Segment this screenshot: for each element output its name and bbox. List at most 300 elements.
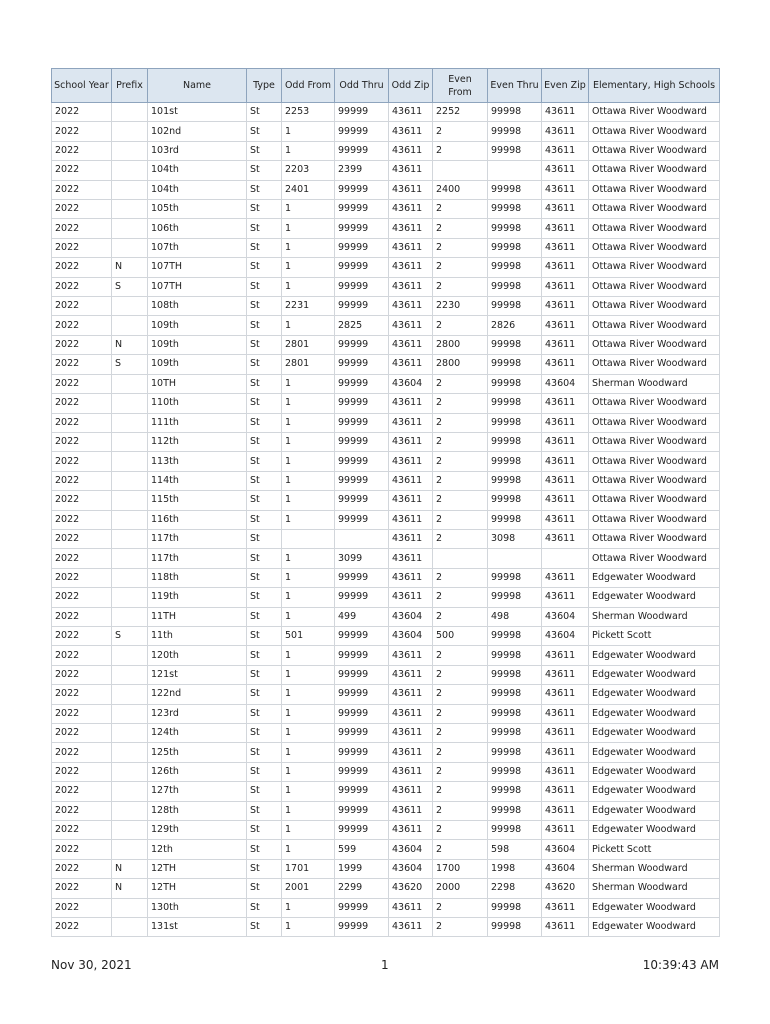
table-cell: Edgewater Woodward	[589, 762, 720, 781]
table-cell: Edgewater Woodward	[589, 898, 720, 917]
table-row	[52, 743, 720, 762]
table-cell: 99999	[335, 568, 389, 587]
table-cell: 43611	[389, 161, 433, 180]
table-cell: 99998	[488, 277, 542, 296]
table-cell: 3098	[488, 529, 542, 548]
table-cell: 99998	[488, 491, 542, 510]
table-cell: Ottawa River Woodward	[589, 413, 720, 432]
table-cell: 1	[282, 607, 335, 626]
table-cell: 43611	[542, 394, 589, 413]
table-row	[52, 549, 720, 568]
table-cell	[112, 646, 148, 665]
table-cell: 43620	[542, 879, 589, 898]
table-row	[52, 529, 720, 548]
table-cell: St	[247, 297, 282, 316]
table-cell	[112, 510, 148, 529]
table-cell: 2	[433, 471, 488, 490]
table-cell: 43604	[542, 859, 589, 878]
table-cell: 99999	[335, 432, 389, 451]
table-cell: 2	[433, 374, 488, 393]
table-cell: Edgewater Woodward	[589, 704, 720, 723]
table-cell: 99999	[335, 743, 389, 762]
table-cell: 1	[282, 646, 335, 665]
table-cell: 2022	[52, 258, 112, 277]
table-cell: 2022	[52, 646, 112, 665]
table-cell: St	[247, 432, 282, 451]
table-cell: 2	[433, 219, 488, 238]
table-cell: 43604	[542, 607, 589, 626]
table-cell	[112, 607, 148, 626]
table-cell: 99999	[335, 724, 389, 743]
table-cell: St	[247, 588, 282, 607]
table-row	[52, 297, 720, 316]
table-cell	[488, 549, 542, 568]
table-cell: 99998	[488, 413, 542, 432]
table-row	[52, 801, 720, 820]
table-cell	[112, 801, 148, 820]
table-cell: Edgewater Woodward	[589, 918, 720, 937]
table-cell: 43611	[542, 821, 589, 840]
table-cell: 2	[433, 588, 488, 607]
table-cell: 2	[433, 898, 488, 917]
table-cell: 1	[282, 704, 335, 723]
table-row	[52, 724, 720, 743]
table-cell: 2022	[52, 821, 112, 840]
table-row	[52, 704, 720, 723]
table-cell: 43611	[542, 529, 589, 548]
table-row	[52, 898, 720, 917]
table-cell: Sherman Woodward	[589, 607, 720, 626]
table-cell: 1	[282, 665, 335, 684]
table-cell: 117th	[148, 549, 247, 568]
table-cell: 43611	[389, 782, 433, 801]
table-cell: N	[112, 258, 148, 277]
table-cell: 128th	[148, 801, 247, 820]
table-cell: 2	[433, 529, 488, 548]
table-cell	[112, 782, 148, 801]
table-cell: St	[247, 200, 282, 219]
table-cell: 1	[282, 277, 335, 296]
table-row	[52, 413, 720, 432]
table-cell: Ottawa River Woodward	[589, 452, 720, 471]
table-cell: 43611	[542, 180, 589, 199]
table-cell: 11th	[148, 626, 247, 645]
table-cell: 99999	[335, 180, 389, 199]
table-cell: Ottawa River Woodward	[589, 432, 720, 451]
table-cell: 43611	[389, 491, 433, 510]
table-cell	[112, 568, 148, 587]
table-cell: 2022	[52, 238, 112, 257]
table-cell: Ottawa River Woodward	[589, 549, 720, 568]
table-cell: 43611	[542, 277, 589, 296]
table-cell: 99998	[488, 782, 542, 801]
table-cell: 2022	[52, 335, 112, 354]
table-cell: Ottawa River Woodward	[589, 471, 720, 490]
table-cell: 2	[433, 840, 488, 859]
table-cell: 99998	[488, 801, 542, 820]
table-cell: 103rd	[148, 141, 247, 160]
table-cell: 112th	[148, 432, 247, 451]
table-cell: Edgewater Woodward	[589, 646, 720, 665]
table-cell: Ottawa River Woodward	[589, 316, 720, 335]
table-cell: 1	[282, 491, 335, 510]
table-cell: 10TH	[148, 374, 247, 393]
table-cell: St	[247, 626, 282, 645]
table-cell: 501	[282, 626, 335, 645]
table-cell: 43611	[542, 219, 589, 238]
table-cell: 2022	[52, 219, 112, 238]
table-cell: 2022	[52, 355, 112, 374]
table-cell: 99998	[488, 665, 542, 684]
table-cell: 43611	[542, 258, 589, 277]
table-cell: 99998	[488, 646, 542, 665]
table-cell: 1	[282, 510, 335, 529]
table-cell	[112, 180, 148, 199]
table-cell: St	[247, 161, 282, 180]
table-cell: St	[247, 568, 282, 587]
table-cell: St	[247, 898, 282, 917]
footer-page-number: 1	[381, 958, 389, 972]
table-cell: Ottawa River Woodward	[589, 219, 720, 238]
table-cell: 43611	[542, 801, 589, 820]
table-cell: 1	[282, 374, 335, 393]
table-cell: St	[247, 704, 282, 723]
table-cell: 2	[433, 782, 488, 801]
table-cell: 43611	[542, 782, 589, 801]
column-header: Even From	[433, 69, 488, 103]
table-cell: 2	[433, 665, 488, 684]
column-header: School Year	[52, 69, 112, 103]
table-cell: 2022	[52, 588, 112, 607]
table-cell: Ottawa River Woodward	[589, 258, 720, 277]
table-cell: 43611	[389, 665, 433, 684]
table-cell: 99998	[488, 762, 542, 781]
table-cell: 2800	[433, 335, 488, 354]
table-cell: 43611	[542, 200, 589, 219]
table-cell: 43611	[542, 743, 589, 762]
table-cell: 2022	[52, 413, 112, 432]
table-cell: 99999	[335, 898, 389, 917]
table-cell	[335, 529, 389, 548]
table-row	[52, 374, 720, 393]
table-cell: 2	[433, 200, 488, 219]
table-cell: 1700	[433, 859, 488, 878]
table-cell: 124th	[148, 724, 247, 743]
table-cell: 2022	[52, 607, 112, 626]
table-cell: 2	[433, 122, 488, 141]
table-row	[52, 180, 720, 199]
table-cell: St	[247, 141, 282, 160]
table-cell: 2022	[52, 180, 112, 199]
table-cell: 2299	[335, 879, 389, 898]
table-cell: 2022	[52, 840, 112, 859]
table-cell: 43604	[389, 607, 433, 626]
table-cell: 2022	[52, 510, 112, 529]
column-header: Even Zip	[542, 69, 589, 103]
table-row	[52, 840, 720, 859]
table-cell: 43611	[389, 219, 433, 238]
table-cell: 43611	[542, 762, 589, 781]
table-cell: 2	[433, 743, 488, 762]
table-cell: 2022	[52, 704, 112, 723]
table-cell: 2	[433, 510, 488, 529]
table-cell: 99999	[335, 413, 389, 432]
table-cell: 499	[335, 607, 389, 626]
table-cell: Ottawa River Woodward	[589, 510, 720, 529]
table-cell: 2022	[52, 762, 112, 781]
table-cell: 99998	[488, 724, 542, 743]
table-cell: 99999	[335, 510, 389, 529]
table-cell: St	[247, 471, 282, 490]
footer-date: Nov 30, 2021	[51, 958, 132, 972]
table-cell: 109th	[148, 355, 247, 374]
table-cell: 43611	[389, 549, 433, 568]
table-cell: Ottawa River Woodward	[589, 355, 720, 374]
table-cell: 43611	[389, 704, 433, 723]
table-cell: 2022	[52, 898, 112, 917]
table-cell: St	[247, 762, 282, 781]
table-cell: 12th	[148, 840, 247, 859]
table-cell: 2231	[282, 297, 335, 316]
table-cell: St	[247, 413, 282, 432]
table-cell: 99998	[488, 471, 542, 490]
table-row	[52, 588, 720, 607]
table-cell: 43611	[389, 200, 433, 219]
table-cell: St	[247, 277, 282, 296]
table-cell: 99998	[488, 626, 542, 645]
table-cell: 43611	[389, 471, 433, 490]
table-cell: 2252	[433, 103, 488, 122]
table-cell: 104th	[148, 161, 247, 180]
table-cell: 12TH	[148, 879, 247, 898]
table-row	[52, 141, 720, 160]
table-row	[52, 821, 720, 840]
table-cell: 2022	[52, 801, 112, 820]
table-cell: 117th	[148, 529, 247, 548]
table-cell: 2022	[52, 743, 112, 762]
table-cell: 43611	[542, 122, 589, 141]
table-row	[52, 879, 720, 898]
table-cell: St	[247, 607, 282, 626]
table-cell: 99999	[335, 297, 389, 316]
table-cell: 111th	[148, 413, 247, 432]
table-cell	[112, 122, 148, 141]
table-cell: 1	[282, 762, 335, 781]
column-header: Type	[247, 69, 282, 103]
table-cell: St	[247, 510, 282, 529]
table-cell: 99998	[488, 122, 542, 141]
table-cell: 43611	[389, 821, 433, 840]
table-cell: 2022	[52, 918, 112, 937]
table-cell: Edgewater Woodward	[589, 801, 720, 820]
table-cell	[112, 898, 148, 917]
table-cell: 1	[282, 782, 335, 801]
table-cell: 43611	[542, 646, 589, 665]
table-cell: 99999	[335, 471, 389, 490]
table-cell: St	[247, 529, 282, 548]
table-cell: 106th	[148, 219, 247, 238]
table-cell: 2825	[335, 316, 389, 335]
table-cell: 2022	[52, 471, 112, 490]
table-cell	[112, 161, 148, 180]
table-cell: Ottawa River Woodward	[589, 529, 720, 548]
table-cell: 114th	[148, 471, 247, 490]
table-cell: 99998	[488, 510, 542, 529]
table-cell: 1	[282, 685, 335, 704]
table-cell	[112, 200, 148, 219]
table-cell: S	[112, 355, 148, 374]
table-row	[52, 122, 720, 141]
table-cell: 2	[433, 704, 488, 723]
table-cell: 2	[433, 238, 488, 257]
table-cell: 99998	[488, 355, 542, 374]
table-cell	[112, 491, 148, 510]
table-cell: 2	[433, 762, 488, 781]
table-cell: 99999	[335, 335, 389, 354]
table-cell: 43611	[542, 665, 589, 684]
table-cell	[112, 685, 148, 704]
table-cell: 43611	[389, 122, 433, 141]
table-cell: 2	[433, 452, 488, 471]
table-cell	[112, 821, 148, 840]
table-cell: 99998	[488, 180, 542, 199]
table-cell: 43611	[542, 335, 589, 354]
table-cell: Ottawa River Woodward	[589, 277, 720, 296]
table-cell: 43611	[542, 103, 589, 122]
table-cell: 108th	[148, 297, 247, 316]
table-cell	[112, 238, 148, 257]
table-cell	[542, 549, 589, 568]
table-cell: 2022	[52, 141, 112, 160]
table-cell: 2	[433, 413, 488, 432]
table-cell: 99998	[488, 238, 542, 257]
table-cell	[112, 452, 148, 471]
table-cell: 43611	[389, 180, 433, 199]
table-cell: 43611	[389, 685, 433, 704]
table-cell: 2	[433, 646, 488, 665]
table-cell: 2	[433, 316, 488, 335]
table-cell: 2	[433, 821, 488, 840]
table-cell: 43604	[542, 626, 589, 645]
table-cell: 99999	[335, 762, 389, 781]
table-cell: 1	[282, 821, 335, 840]
table-cell: 99999	[335, 258, 389, 277]
table-cell: St	[247, 549, 282, 568]
table-cell: 129th	[148, 821, 247, 840]
table-cell: 99999	[335, 277, 389, 296]
table-cell: 43611	[389, 141, 433, 160]
table-cell: 2	[433, 918, 488, 937]
table-cell: 2801	[282, 355, 335, 374]
table-cell: St	[247, 103, 282, 122]
table-cell: Edgewater Woodward	[589, 743, 720, 762]
table-cell: 102nd	[148, 122, 247, 141]
table-cell: 43604	[389, 374, 433, 393]
table-cell: 99998	[488, 141, 542, 160]
table-cell: 43611	[389, 743, 433, 762]
table-cell: 2022	[52, 297, 112, 316]
table-cell: 126th	[148, 762, 247, 781]
table-cell: 2022	[52, 122, 112, 141]
table-cell: 1	[282, 549, 335, 568]
table-cell: 43611	[389, 316, 433, 335]
table-cell: 99998	[488, 898, 542, 917]
table-cell: 12TH	[148, 859, 247, 878]
table-cell: 43611	[542, 238, 589, 257]
table-cell: 99999	[335, 219, 389, 238]
table-cell: 1998	[488, 859, 542, 878]
table-cell: St	[247, 452, 282, 471]
table-cell: 2022	[52, 529, 112, 548]
table-cell: 99998	[488, 258, 542, 277]
table-cell: 1	[282, 568, 335, 587]
table-cell: 43611	[389, 297, 433, 316]
table-row	[52, 355, 720, 374]
table-cell: 3099	[335, 549, 389, 568]
table-cell: 43611	[389, 394, 433, 413]
table-cell: 115th	[148, 491, 247, 510]
column-header: Prefix	[112, 69, 148, 103]
table-row	[52, 219, 720, 238]
table-cell: 2	[433, 491, 488, 510]
table-cell: 107th	[148, 238, 247, 257]
table-cell: 1	[282, 724, 335, 743]
table-cell: Edgewater Woodward	[589, 665, 720, 684]
table-cell: 131st	[148, 918, 247, 937]
table-cell: 99998	[488, 743, 542, 762]
table-cell: 99999	[335, 704, 389, 723]
table-cell: 99998	[488, 374, 542, 393]
table-cell: St	[247, 685, 282, 704]
table-cell: 2022	[52, 724, 112, 743]
report-sheet	[51, 68, 719, 937]
table-cell	[282, 529, 335, 548]
table-cell: 2	[433, 801, 488, 820]
table-cell: 99999	[335, 374, 389, 393]
table-cell: 43611	[542, 588, 589, 607]
table-cell: 43611	[542, 898, 589, 917]
table-row	[52, 491, 720, 510]
table-cell: 2230	[433, 297, 488, 316]
table-cell: 43611	[389, 918, 433, 937]
table-row	[52, 277, 720, 296]
table-cell: 122nd	[148, 685, 247, 704]
table-cell: 11TH	[148, 607, 247, 626]
table-cell	[112, 471, 148, 490]
table-cell: 1	[282, 413, 335, 432]
table-cell	[488, 161, 542, 180]
table-cell: 2022	[52, 200, 112, 219]
table-cell: 498	[488, 607, 542, 626]
table-cell	[112, 549, 148, 568]
table-cell: St	[247, 859, 282, 878]
table-cell: 2022	[52, 665, 112, 684]
table-cell: S	[112, 626, 148, 645]
table-cell: Edgewater Woodward	[589, 782, 720, 801]
table-cell: 43611	[389, 529, 433, 548]
table-cell: 99999	[335, 200, 389, 219]
table-cell: 107TH	[148, 277, 247, 296]
table-cell: 2801	[282, 335, 335, 354]
table-cell: 2	[433, 724, 488, 743]
table-cell: 43611	[389, 413, 433, 432]
table-cell: St	[247, 840, 282, 859]
table-cell: 105th	[148, 200, 247, 219]
table-cell: St	[247, 316, 282, 335]
table-row	[52, 471, 720, 490]
table-cell	[112, 724, 148, 743]
table-cell: St	[247, 782, 282, 801]
